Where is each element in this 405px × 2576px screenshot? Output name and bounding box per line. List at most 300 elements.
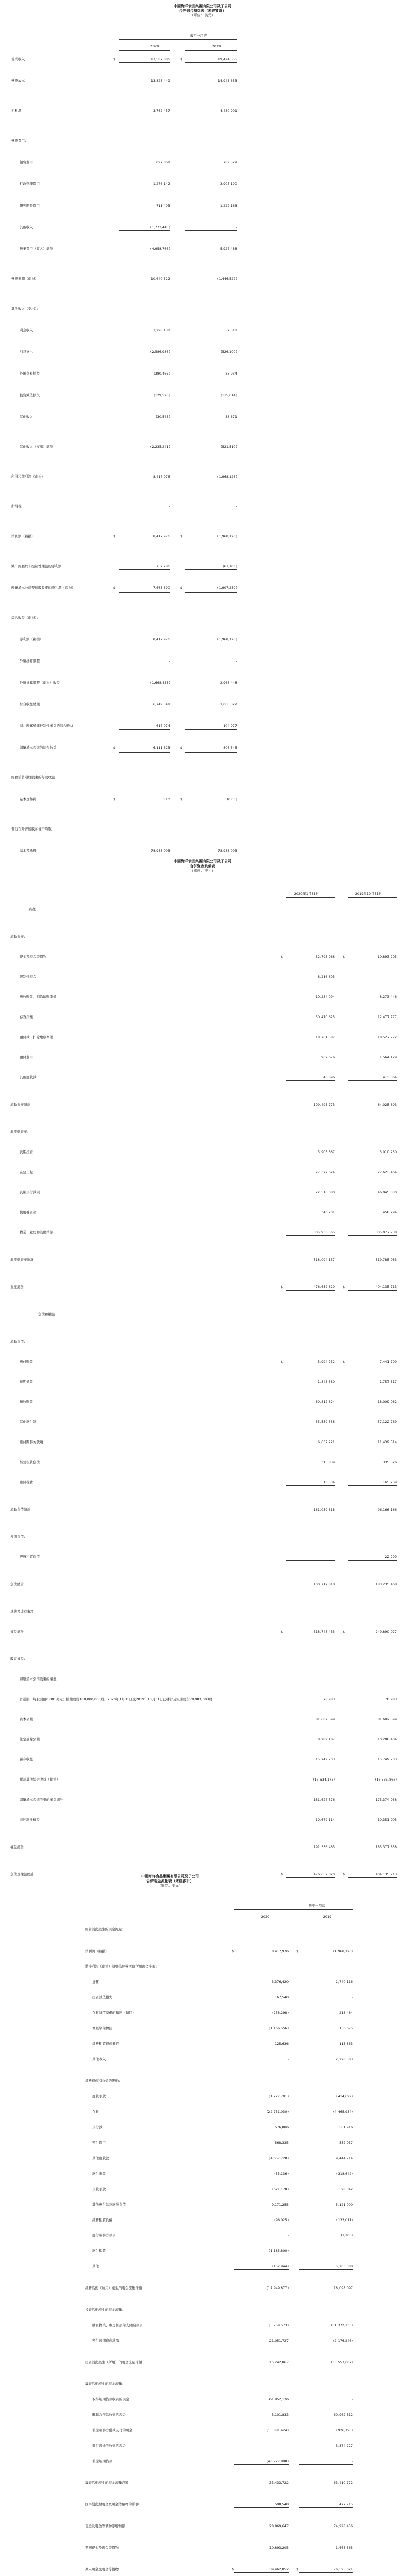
balance-currency-symbol: $ (281, 1630, 283, 1634)
cashflow-value-current: (48,727,888) (266, 2459, 289, 2463)
income-row (0, 534, 405, 539)
income-year-prior: 2019 (212, 44, 221, 48)
balance-row (0, 1656, 405, 1662)
cashflow-value-prior: (414,699) (336, 2094, 353, 2098)
cashflow-value-prior: - (351, 2459, 353, 2463)
income-year-current: 2020 (150, 44, 159, 48)
balance-currency-symbol: $ (343, 1285, 345, 1289)
income-value-current: 6,111,623 (153, 745, 170, 750)
cashflow-row-label: 其他收入 (92, 2057, 106, 2061)
cashflow-value-prior: (4,465,934) (333, 2110, 353, 2114)
cashflow-double-rule (234, 2572, 289, 2574)
balance-row-label: 非流動資產： (10, 1130, 30, 1134)
income-currency-symbol: $ (113, 586, 116, 590)
balance-value-prior: 404,135,713 (375, 1285, 397, 1289)
balance-currency-symbol: $ (343, 1360, 345, 1364)
balance-row (0, 907, 405, 912)
cashflow-row-label: 經營租賃負債 (92, 2218, 112, 2222)
cashflow-row (0, 2360, 405, 2365)
balance-currency-symbol: $ (281, 1360, 283, 1364)
balance-currency-symbol: $ (281, 1285, 283, 1289)
cashflow-row-label: 其他應收款 (92, 2156, 109, 2160)
cashflow-subtotal-rule (234, 2269, 289, 2270)
balance-currency-symbol: $ (281, 955, 283, 959)
income-row-label: 基本及稀釋 (20, 797, 37, 801)
cashflow-value-current: 576,886 (275, 2125, 289, 2129)
cashflow-row-label: 應收賬款 (92, 2094, 106, 2098)
balance-value-prior: 249,890,077 (375, 1630, 397, 1634)
balance-row (0, 1014, 405, 1020)
cashflow-row (0, 2338, 405, 2343)
cashflow-currency-symbol: $ (232, 2567, 234, 2571)
balance-subtotal-rule (348, 1485, 397, 1486)
income-row-label: 毛利潤 (11, 109, 22, 113)
balance-row-label: 股東權益： (10, 1657, 27, 1661)
cashflow-subtotal-rule (299, 2464, 353, 2465)
balance-value-current: 10,234,094 (315, 995, 335, 999)
balance-value-current: 315,839 (321, 1460, 335, 1464)
income-value-prior: (526,100) (221, 350, 237, 354)
balance-row-label: 應付關聯方款項 (20, 1440, 43, 1444)
balance-row-label: 其他應收款 (20, 1075, 37, 1079)
cashflow-value-current: (96,025) (274, 2218, 289, 2222)
balance-double-rule (286, 1290, 335, 1292)
income-row-label: 研究開發費用 (20, 204, 40, 208)
balance-row-label: 負債和權益 (38, 1312, 55, 1316)
cashflow-row (0, 2323, 405, 2328)
income-value-prior: (1,968,126) (217, 637, 237, 641)
cashflow-row (0, 1995, 405, 2000)
income-subtotal-rule (119, 230, 170, 231)
cashflow-row (0, 2202, 405, 2207)
balance-value-prior: 46,045,330 (377, 1190, 397, 1194)
cashflow-row (0, 2307, 405, 2312)
income-value-current: 711,403 (156, 204, 170, 208)
cashflow-value-current: (55,136) (274, 2172, 289, 2176)
balance-col-rule-b (348, 897, 397, 898)
balance-value-current: 100,712,818 (313, 1582, 335, 1586)
income-value-prior: (115,614) (221, 393, 237, 397)
cashflow-row-label: 匯率變動對現金及現金等價物的影響 (85, 2502, 139, 2506)
balance-value-current: 161,059,618 (313, 1507, 335, 1512)
cashflow-value-current: 5,101,833 (271, 2413, 289, 2417)
cashflow-value-current: 21,051,727 (269, 2338, 289, 2343)
balance-row-label: 存貨淨額 (20, 1015, 33, 1019)
income-value-current: 78,983,003 (150, 849, 170, 853)
income-row-label: 利息支出 (20, 350, 33, 354)
cashflow-row (0, 2187, 405, 2192)
cashflow-value-prior: (1,968,126) (333, 1949, 353, 1953)
balance-value-prior: 458,294 (383, 1210, 397, 1214)
cashflow-row-label: 其他 (92, 2264, 99, 2268)
balance-row (0, 934, 405, 939)
balance-row (0, 1399, 405, 1404)
cashflow-row-label: 期初現金及現金等價物 (85, 2546, 119, 2550)
income-row-label: 營業成本 (11, 79, 25, 83)
income-value-current: 17,587,886 (150, 57, 170, 61)
balance-value-current: 305,936,565 (313, 1230, 335, 1234)
income-row-label: 歸屬於本公司普通股股東的淨利潤（虧損） (11, 586, 75, 590)
income-year-group: 截至一月底 (190, 33, 207, 38)
balance-row (0, 1717, 405, 1722)
income-value-prior: 19,424,555 (217, 57, 237, 61)
income-value-prior: 709,529 (223, 160, 237, 164)
cashflow-value-current: 3,376,420 (271, 1980, 289, 1984)
cashflow-row-label: 經營活動產生的現金流量： (85, 1927, 125, 1931)
balance-value-prior: 27,623,464 (377, 1170, 397, 1174)
balance-col-rule-a (286, 897, 335, 898)
income-value-current: 1,298,138 (153, 328, 170, 332)
income-row (0, 138, 405, 143)
income-row (0, 585, 405, 590)
cashflow-row (0, 2233, 405, 2238)
income-row (0, 276, 405, 281)
income-value-prior: (1,968,126) (217, 534, 237, 538)
balance-value-current: 55,539,558 (315, 1420, 335, 1424)
cashflow-row (0, 1948, 405, 1954)
balance-row (0, 1129, 405, 1134)
income-row (0, 371, 405, 376)
balance-value-prior: 12,477,777 (377, 1015, 397, 1019)
income-currency-symbol: $ (180, 745, 183, 750)
cashflow-value-current: (1,227,701) (268, 2094, 289, 2098)
balance-row (0, 1507, 405, 1512)
balance-row (0, 1075, 405, 1080)
income-row-label: 行政管理費用 (20, 182, 40, 186)
cashflow-currency-symbol: $ (232, 1949, 234, 1953)
cashflow-row (0, 2545, 405, 2550)
cashflow-row (0, 2443, 405, 2448)
balance-row (0, 1210, 405, 1215)
cashflow-row (0, 2428, 405, 2433)
income-value-prior: 104,977 (223, 724, 237, 728)
income-value-prior: 2,518 (227, 328, 237, 332)
income-row-label: 減：歸屬於非控制性權益的淨利潤 (11, 564, 62, 568)
income-row (0, 702, 405, 707)
cashflow-value-prior: 477,715 (339, 2502, 353, 2506)
cashflow-row-label: 存貨 (92, 2110, 99, 2114)
cashflow-row-label: 現金及現金等價物淨增加額 (85, 2524, 125, 2528)
balance-row (0, 1419, 405, 1425)
balance-row-label: 長期負債： (10, 1535, 27, 1539)
cashflow-value-current: - (287, 2057, 289, 2061)
cashflow-value-prior: 561,916 (339, 2125, 353, 2129)
income-row (0, 306, 405, 311)
cashflow-row (0, 2125, 405, 2130)
balance-value-current: 16,534 (323, 1480, 335, 1484)
balance-value-current: 962,676 (321, 1055, 335, 1059)
balance-value-prior: 81,602,599 (377, 1717, 397, 1721)
balance-row (0, 1697, 405, 1702)
cashflow-row-label: 發行普通股收到的現金 (92, 2444, 126, 2448)
income-row (0, 826, 405, 832)
cashflow-row (0, 2248, 405, 2253)
balance-value-current: 8,289,187 (317, 1737, 335, 1741)
balance-row-label: 在建工程 (20, 1170, 33, 1174)
income-value-current: - (168, 659, 170, 663)
income-row-label: 營業收入 (11, 57, 25, 61)
balance-row-label: 物業、廠房和設備淨額 (20, 1230, 53, 1234)
cashflow-value-current: (15,881,424) (266, 2428, 289, 2432)
cashflow-subtotal-rule (234, 2464, 289, 2465)
balance-row-label: 歸屬於本公司股東的權益 (20, 1677, 57, 1681)
balance-value-current: 318,094,137 (313, 1258, 335, 1262)
income-value-prior: (61,108) (223, 564, 237, 568)
balance-company: 中國海洋食品集團有限公司及子公司 (174, 859, 231, 863)
cashflow-row-label: 淨利潤（虧損） (85, 1949, 109, 1953)
balance-value-current: 6,637,221 (317, 1440, 335, 1444)
balance-row (0, 1312, 405, 1317)
income-subtotal-rule (185, 230, 237, 231)
income-row-label: 減：歸屬於非控制性權益的綜合收益 (20, 724, 73, 728)
income-row (0, 393, 405, 398)
balance-row-label: 歸屬於本公司股東的權益總計 (20, 1798, 63, 1802)
income-value-prior: (1,907,259) (217, 586, 237, 590)
cashflow-row (0, 2010, 405, 2015)
balance-value-prior: 165,239 (383, 1480, 397, 1484)
income-value-current: 8,417,976 (153, 534, 170, 538)
balance-row-label: 累計其他綜合收益（虧損） (20, 1777, 60, 1782)
balance-value-prior: 11,439,514 (377, 1440, 397, 1444)
balance-value-prior: 96,166,166 (377, 1507, 397, 1512)
income-value-current: (30,545) (156, 415, 170, 419)
balance-subtotal-rule (286, 1485, 335, 1486)
income-row (0, 745, 405, 750)
income-value-current: 617,074 (156, 724, 170, 728)
income-row-label: 所得稅 (11, 504, 22, 509)
income-value-prior: 78,983,003 (217, 849, 237, 853)
income-row (0, 637, 405, 642)
balance-value-prior: 57,122,769 (377, 1420, 397, 1424)
cashflow-row-label: 經營資產和負債的變動： (85, 2079, 122, 2083)
balance-row-label: 權益總計 (10, 1630, 24, 1634)
income-row (0, 564, 405, 569)
balance-row-label: 使用權資產 (20, 1210, 37, 1214)
balance-row (0, 1480, 405, 1485)
cashflow-row-label: 應付稅費 (92, 2249, 106, 2253)
balance-value-prior: 1,757,317 (379, 1380, 397, 1384)
income-row-label: 外幣折算調整（虧損）收益 (20, 681, 60, 685)
income-value-current: (2,235,241) (150, 445, 170, 449)
cashflow-value-prior: 3,374,227 (335, 2444, 353, 2448)
balance-currency-symbol: $ (343, 1872, 345, 1876)
cashflow-value-prior: 2,228,583 (335, 2057, 353, 2061)
balance-value-current: 78,983 (323, 1697, 335, 1701)
balance-subtotal-rule (348, 1235, 397, 1236)
income-value-prior: (0.03) (227, 797, 237, 801)
income-row (0, 658, 405, 664)
balance-row (0, 1609, 405, 1614)
balance-value-current: 5,994,252 (317, 1360, 335, 1364)
income-subtotal-rule (185, 729, 237, 730)
income-row (0, 775, 405, 780)
cashflow-row (0, 1964, 405, 1969)
balance-value-current: 318,748,435 (313, 1630, 335, 1634)
cashflow-row (0, 2026, 405, 2031)
cashflow-value-current: 15,242,867 (269, 2360, 289, 2364)
balance-row-label: 負債總計 (10, 1582, 24, 1586)
cashflow-row-label: 籌資活動產生的現金流量： (85, 2382, 125, 2386)
income-value-current: (380,466) (154, 371, 170, 376)
income-value-prior: (1,968,126) (217, 474, 237, 479)
cashflow-row (0, 2264, 405, 2269)
balance-value-current: 348,201 (321, 1210, 335, 1214)
balance-value-prior: 18,527,772 (377, 1035, 397, 1039)
balance-row-label: 普通股，每股面值0.001美元；授權股份100,000,000股，2020年1月31日及2019年10月31日已發行及流通股份78,983,003股 (20, 1697, 212, 1701)
cashflow-value-prior: 9,444,714 (335, 2156, 353, 2160)
income-row (0, 203, 405, 208)
income-row (0, 57, 405, 62)
cashflow-value-prior: 156,675 (339, 2026, 353, 2030)
cashflow-value-current: (5,759,573) (268, 2323, 289, 2327)
balance-value-current: 18,761,587 (315, 1035, 335, 1039)
cashflow-year-current: 2020 (261, 1914, 270, 1919)
balance-row (0, 1055, 405, 1060)
cashflow-row-label: 經營活動（所用）產生的現金流量淨額 (85, 2286, 142, 2290)
income-unit: （單位：美元） (190, 13, 215, 18)
balance-row-label: 經營租賃負債 (20, 1555, 40, 1559)
balance-row-label: 資產總計 (10, 1285, 24, 1289)
income-currency-symbol: $ (113, 797, 116, 801)
cashflow-row-label: 將淨利潤（虧損）調整為經營活動所用現金淨額： (85, 1964, 159, 1969)
balance-row (0, 1582, 405, 1587)
cashflow-value-prior: (2,176,246) (333, 2338, 353, 2343)
income-row-label: 投資減值損失 (20, 393, 40, 397)
balance-row-label: 其他應付款 (20, 1420, 37, 1424)
cashflow-value-current: (1,185,800) (268, 2249, 289, 2253)
income-row-label: 其他收入（支出）： (11, 307, 40, 311)
cashflow-row-label: 籌資活動產生的現金流量淨額 (85, 2481, 129, 2485)
balance-value-current: 46,096 (323, 1075, 335, 1079)
income-row (0, 414, 405, 419)
cashflow-value-current: (1,166,556) (268, 2026, 289, 2030)
income-value-prior: (1,446,522) (217, 277, 237, 281)
cashflow-year-prior: 2019 (323, 1914, 332, 1919)
balance-row (0, 1844, 405, 1850)
cashflow-row-label: 預付款 (92, 2125, 103, 2129)
income-row-label: 外匯交易損益 (20, 371, 40, 376)
income-value-current: (129,526) (154, 393, 170, 397)
cashflow-row (0, 2217, 405, 2223)
cashflow-value-prior: (926,190) (336, 2428, 353, 2432)
cashflow-value-prior: 74,928,456 (333, 2524, 353, 2528)
income-row (0, 504, 405, 509)
cashflow-value-prior: 552,057 (339, 2141, 353, 2145)
income-value-current: 10,640,322 (150, 277, 170, 281)
income-subtotal-rule (185, 569, 237, 570)
income-row (0, 723, 405, 728)
income-row-label: 營業費用： (11, 139, 28, 143)
income-row-label: 銷售費用 (20, 160, 33, 164)
income-row-label: 其他收入 (20, 225, 33, 229)
income-value-current: 752,286 (156, 564, 170, 568)
income-row-label: 所得稅前利潤（虧損） (11, 474, 45, 479)
balance-value-current: 181,627,376 (313, 1798, 335, 1802)
income-row-label: 淨利潤（虧損） (11, 534, 35, 538)
cashflow-value-prior: 1,668,565 (335, 2546, 353, 2550)
cashflow-value-current: 28,869,647 (269, 2524, 289, 2528)
balance-row (0, 1797, 405, 1802)
balance-subtotal-rule (348, 1560, 397, 1561)
income-row-label: 綜合收益（虧損）： (11, 616, 40, 620)
balance-value-prior: 10,893,205 (377, 955, 397, 959)
balance-value-current: 30,470,625 (315, 1015, 335, 1019)
income-row-label: 發行在外普通股加權平均數 (11, 827, 52, 831)
balance-row-label: 應付稅費 (20, 1480, 33, 1484)
income-value-current: 13,825,449 (150, 79, 170, 83)
balance-row-label: 長期預付款項 (20, 1190, 40, 1194)
cashflow-value-current: (152,944) (272, 2264, 289, 2268)
income-value-prior: 1,222,163 (220, 204, 237, 208)
cashflow-value-current: 125,636 (275, 2042, 289, 2046)
balance-row-label: 流動資產總計 (10, 1103, 30, 1107)
balance-row-label: 權益總計 (10, 1845, 24, 1849)
cashflow-row-label: 預付費用 (92, 2141, 106, 2145)
balance-value-current: 22,516,080 (315, 1190, 335, 1194)
balance-row (0, 1102, 405, 1107)
cashflow-value-prior: 213,464 (339, 2011, 353, 2015)
balance-value-prior: 305,077,738 (375, 1230, 397, 1234)
balance-row (0, 1460, 405, 1465)
cashflow-row (0, 2523, 405, 2529)
balance-row-label: 長期投資 (20, 1150, 33, 1154)
income-value-prior: 4,480,901 (220, 109, 237, 113)
balance-row (0, 1257, 405, 1262)
income-value-current: 897,861 (156, 160, 170, 164)
balance-value-current: 109,495,773 (313, 1103, 335, 1107)
income-row-label: 其他收入（支出）總計 (20, 445, 53, 449)
balance-value-current: 81,602,599 (315, 1717, 335, 1721)
balance-value-prior: 22,299 (385, 1555, 397, 1559)
cashflow-value-prior: 60,962,312 (333, 2413, 353, 2417)
balance-row (0, 1439, 405, 1445)
cashflow-row (0, 2156, 405, 2161)
cashflow-row-label: 存貨減值準備的轉回（轉回） (92, 2011, 136, 2015)
cashflow-value-prior: (318,642) (336, 2172, 353, 2176)
cashflow-value-current: 9,171,255 (271, 2202, 289, 2207)
income-value-prior: 14,943,653 (217, 79, 237, 83)
cashflow-row (0, 2094, 405, 2099)
balance-value-current: 476,652,820 (313, 1285, 335, 1289)
cashflow-subtotal-rule (299, 2507, 353, 2508)
balance-row (0, 1757, 405, 1762)
income-value-prior: (521,510) (221, 445, 237, 449)
balance-row (0, 1035, 405, 1040)
income-subtotal-rule (119, 729, 170, 730)
cashflow-company: 中國海洋食品集團有限公司及子公司 (141, 1874, 199, 1878)
cashflow-row (0, 2078, 405, 2083)
balance-row (0, 1149, 405, 1155)
balance-value-prior: 413,364 (383, 1075, 397, 1079)
income-currency-symbol: $ (180, 534, 183, 538)
balance-row-label: 預收賬款 (20, 1400, 33, 1404)
balance-row (0, 1817, 405, 1822)
balance-value-prior: 7,441,799 (379, 1360, 397, 1364)
cashflow-row-label: 關聯方借款收到的現金 (92, 2413, 126, 2417)
balance-row (0, 1629, 405, 1634)
cashflow-value-prior: 76,595,021 (333, 2567, 353, 2571)
balance-currency-symbol: $ (343, 1630, 345, 1634)
balance-value-prior: 319,785,083 (375, 1258, 397, 1262)
income-value-current: (4,958,766) (150, 247, 170, 251)
income-row (0, 328, 405, 333)
income-row-label: 歸屬於普通股股東的每股收益 (11, 775, 55, 779)
balance-row (0, 954, 405, 959)
income-value-current: 6,749,541 (153, 702, 170, 706)
cashflow-value-prior: 5,203,380 (335, 2264, 353, 2268)
cashflow-value-prior: 2,740,116 (335, 1980, 353, 1984)
balance-row (0, 1190, 405, 1195)
